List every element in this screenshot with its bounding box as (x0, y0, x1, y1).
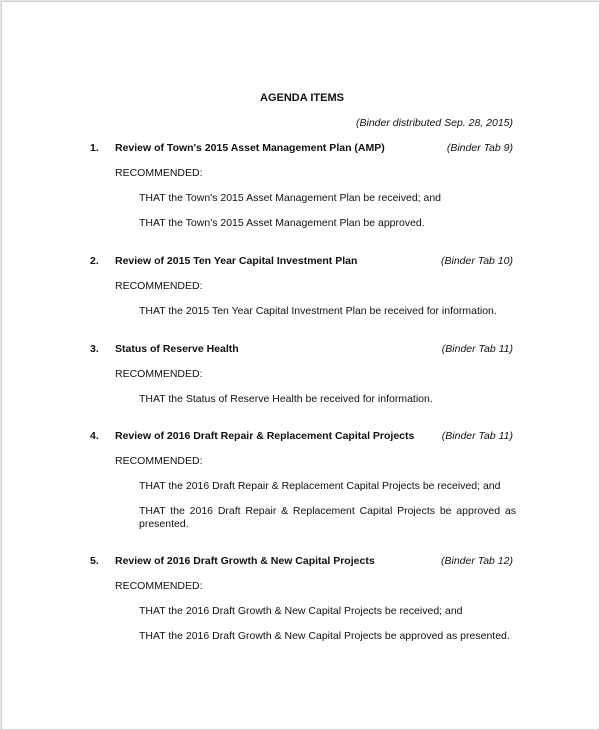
recommended-label: RECOMMENDED: (115, 368, 203, 380)
item-title: Status of Reserve Health (115, 343, 239, 355)
binder-tab-reference: (Binder Tab 9) (446, 142, 513, 154)
page-title: AGENDA ITEMS (260, 92, 344, 104)
recommended-label: RECOMMENDED: (115, 455, 203, 467)
binder-tab-reference: (Binder Tab 10) (441, 255, 513, 267)
resolution-text: THAT the Town's 2015 Asset Management Plan be received; and (139, 192, 442, 204)
binder-tab-reference: (Binder Tab 11) (441, 430, 513, 442)
item-title: Review of Town's 2015 Asset Management Plan (AMP) (115, 142, 385, 154)
item-number: 5. (90, 555, 99, 567)
resolution-text: THAT the 2016 Draft Growth & New Capital Projects be approved as presented. (139, 630, 510, 642)
resolution-text: THAT the 2015 Ten Year Capital Investment Plan be received for information. (139, 305, 497, 317)
item-number: 1. (90, 142, 99, 154)
item-title: Review of 2015 Ten Year Capital Investment Plan (115, 255, 358, 267)
resolution-text: THAT the 2016 Draft Growth & New Capital Projects be received; and (139, 605, 463, 617)
item-number: 2. (90, 255, 99, 267)
resolution-text: THAT the 2016 Draft Repair & Replacement Capital Projects be approved as presented. (139, 505, 516, 530)
item-number: 4. (90, 430, 99, 442)
item-number: 3. (90, 343, 99, 355)
document-page (1, 1, 600, 730)
item-title: Review of 2016 Draft Growth & New Capital Projects (115, 555, 375, 567)
binder-tab-reference: (Binder Tab 12) (441, 555, 513, 567)
item-title: Review of 2016 Draft Repair & Replacement Capital Projects (115, 430, 415, 442)
distribution-note: (Binder distributed Sep. 28, 2015) (355, 117, 513, 129)
resolution-text: THAT the Status of Reserve Health be received for information. (139, 393, 433, 405)
resolution-text: THAT the Town's 2015 Asset Management Plan be approved. (139, 217, 425, 229)
recommended-label: RECOMMENDED: (115, 167, 203, 179)
resolution-text: THAT the 2016 Draft Repair & Replacement Capital Projects be received; and (139, 480, 501, 492)
recommended-label: RECOMMENDED: (115, 280, 203, 292)
binder-tab-reference: (Binder Tab 11) (441, 343, 513, 355)
recommended-label: RECOMMENDED: (115, 580, 203, 592)
